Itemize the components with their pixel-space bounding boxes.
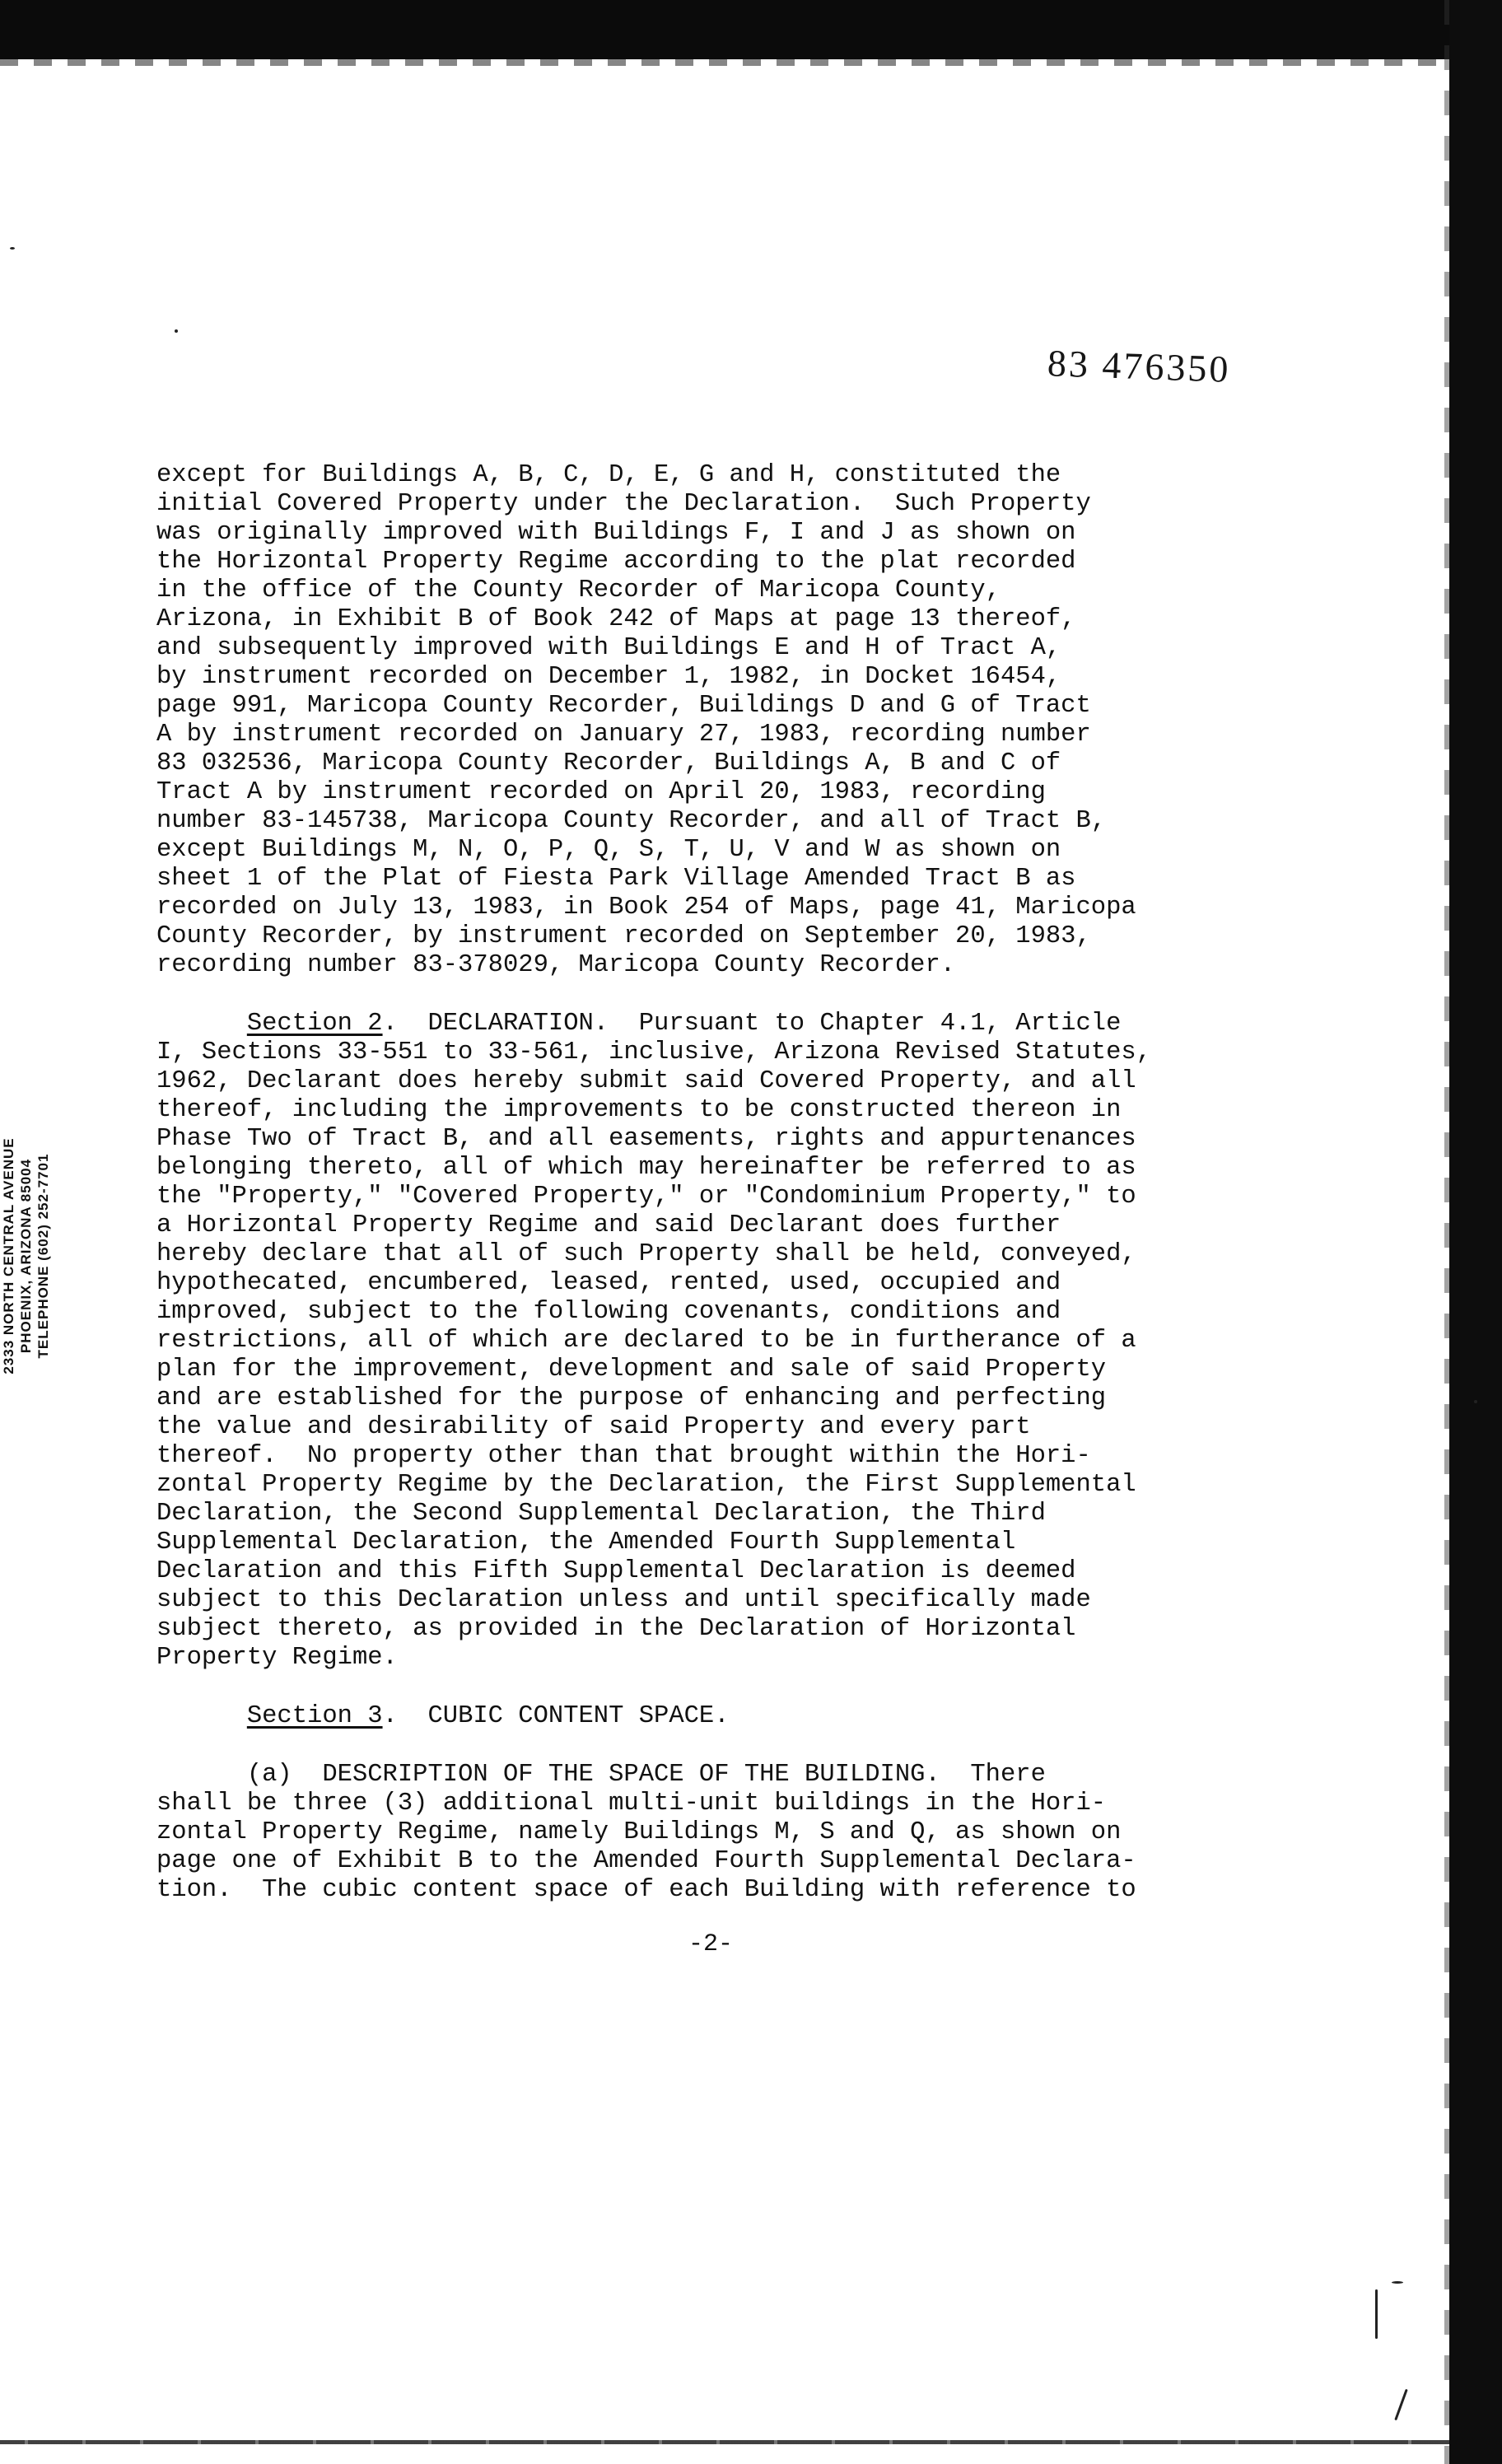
scan-right-edge [1449,0,1502,2464]
scan-speck [175,329,178,333]
text-line: subject to this Declaration unless and until specifically made [156,1586,1091,1614]
text-line: the Horizontal Property Regime according to the plat recorded [156,548,1076,576]
text-line: A by instrument recorded on January 27, 1983, recording number [156,721,1091,749]
section-3-title: . CUBIC CONTENT SPACE. [382,1702,730,1730]
paragraph-continuation [156,461,1276,980]
scan-right-edge-noise [1444,0,1449,2464]
section-3 [156,1702,1276,1905]
text-line: Property Regime. [156,1644,398,1672]
text-line: tion. The cubic content space of each Building with reference to [156,1876,1136,1904]
section-2-first-line [156,1010,1276,1038]
scan-bottom-edge [0,2440,1449,2444]
text-line: and are established for the purpose of enhancing and perfecting [156,1384,1107,1412]
text-line: number 83-145738, Maricopa County Recorder, and all of Tract B, [156,807,1107,835]
page-number: -2- [688,1930,734,1958]
text-line: Phase Two of Tract B, and all easements, rights and appurtenances [156,1125,1136,1153]
text-line: County Recorder, by instrument recorded on September 20, 1983, [156,922,1091,950]
section-2 [156,1010,1276,1673]
text-line: Supplemental Declaration, the Amended Fourth Supplemental [156,1528,1016,1556]
scan-speck [1394,2389,1408,2421]
text-line: improved, subject to the following covenants, conditions and [156,1298,1061,1326]
text-line: zontal Property Regime by the Declaration, the First Supplemental [156,1471,1136,1499]
text-line: page one of Exhibit B to the Amended Fourth Supplemental Declara- [156,1847,1136,1875]
scan-speck [1392,2281,1403,2284]
text-line: plan for the improvement, development and sale of said Property [156,1356,1107,1384]
text-line: sheet 1 of the Plat of Fiesta Park Village Amended Tract B as [156,865,1076,893]
text-line: Declaration, the Second Supplemental Declaration, the Third [156,1500,1046,1528]
paragraph-gap [156,980,1276,1010]
section-3-heading-line [156,1702,1276,1731]
text-line: recorded on July 13, 1983, in Book 254 of Maps, page 41, Maricopa [156,894,1136,922]
scan-speck [1474,1400,1477,1403]
text-line: hereby declare that all of such Property shall be held, conveyed, [156,1240,1136,1268]
text-line: in the office of the County Recorder of Maricopa County, [156,576,1001,604]
section-2-heading: Section 2 [246,1010,383,1038]
firm-telephone: TELEPHONE (602) 252-7701 [35,1153,51,1359]
paragraph-gap [156,1673,1276,1702]
firm-sidebar [0,1001,132,1511]
text-line: a Horizontal Property Regime and said Declarant does further [156,1211,1061,1239]
text-line: thereof. No property other than that brought within the Hori- [156,1442,1091,1470]
text-line: except for Buildings A, B, C, D, E, G and H, constituted the [156,461,1061,489]
text-line: restrictions, all of which are declared to be in furtherance of a [156,1327,1136,1355]
text-line: the "Property," "Covered Property," or "Condominium Property," to [156,1183,1136,1211]
firm-address: 2333 NORTH CENTRAL AVENUE [1,1137,16,1374]
text-line: initial Covered Property under the Declaration. Such Property [156,490,1091,518]
text-line: Declaration and this Fifth Supplemental Declaration is deemed [156,1557,1076,1585]
subsection-a-text: (a) DESCRIPTION OF THE SPACE OF THE BUILDING. There [246,1761,1046,1789]
text-line: Tract A by instrument recorded on April 20, 1983, recording [156,778,1046,806]
paragraph-gap [156,1731,1276,1761]
document-body [156,461,1276,1905]
text-line: Arizona, in Exhibit B of Book 242 of Maps at page 13 thereof, [156,605,1076,633]
scan-top-edge-noise [0,59,1502,66]
text-line: except Buildings M, N, O, P, Q, S, T, U, V and W as shown on [156,836,1061,864]
text-line: recording number 83-378029, Maricopa County Recorder. [156,951,956,979]
text-line: shall be three (3) additional multi-unit buildings in the Hori- [156,1790,1107,1818]
scan-speck [10,247,15,250]
text-line: the value and desirability of said Property and every part [156,1413,1031,1441]
text-line: hypothecated, encumbered, leased, rented, used, occupied and [156,1269,1061,1297]
text-line: subject thereto, as provided in the Declaration of Horizontal [156,1615,1076,1643]
text-line: was originally improved with Buildings F, I and J as shown on [156,519,1076,547]
text-line: 1962, Declarant does hereby submit said Covered Property, and all [156,1067,1136,1095]
text-line: 83 032536, Maricopa County Recorder, Buildings A, B and C of [156,749,1061,777]
scan-speck [1375,2289,1378,2339]
firm-city: PHOENIX, ARIZONA 85004 [18,1158,34,1354]
text-line: belonging thereto, all of which may hereinafter be referred to as [156,1154,1136,1182]
subsection-a-first-line [156,1761,1276,1790]
scan-top-edge [0,0,1502,59]
text-line: page 991, Maricopa County Recorder, Buildings D and G of Tract [156,692,1091,720]
text-line: and subsequently improved with Buildings E and H of Tract A, [156,634,1061,662]
recording-number: 83 476350 [1047,342,1232,390]
section-2-title: . DECLARATION. Pursuant to Chapter 4.1, Article [382,1010,1122,1038]
section-3-heading: Section 3 [246,1702,383,1730]
text-line: I, Sections 33-551 to 33-561, inclusive, Arizona Revised Statutes, [156,1038,1151,1066]
text-line: thereof, including the improvements to be constructed thereon in [156,1096,1122,1124]
text-line: zontal Property Regime, namely Buildings M, S and Q, as shown on [156,1818,1122,1846]
text-line: by instrument recorded on December 1, 1982, in Docket 16454, [156,663,1061,691]
